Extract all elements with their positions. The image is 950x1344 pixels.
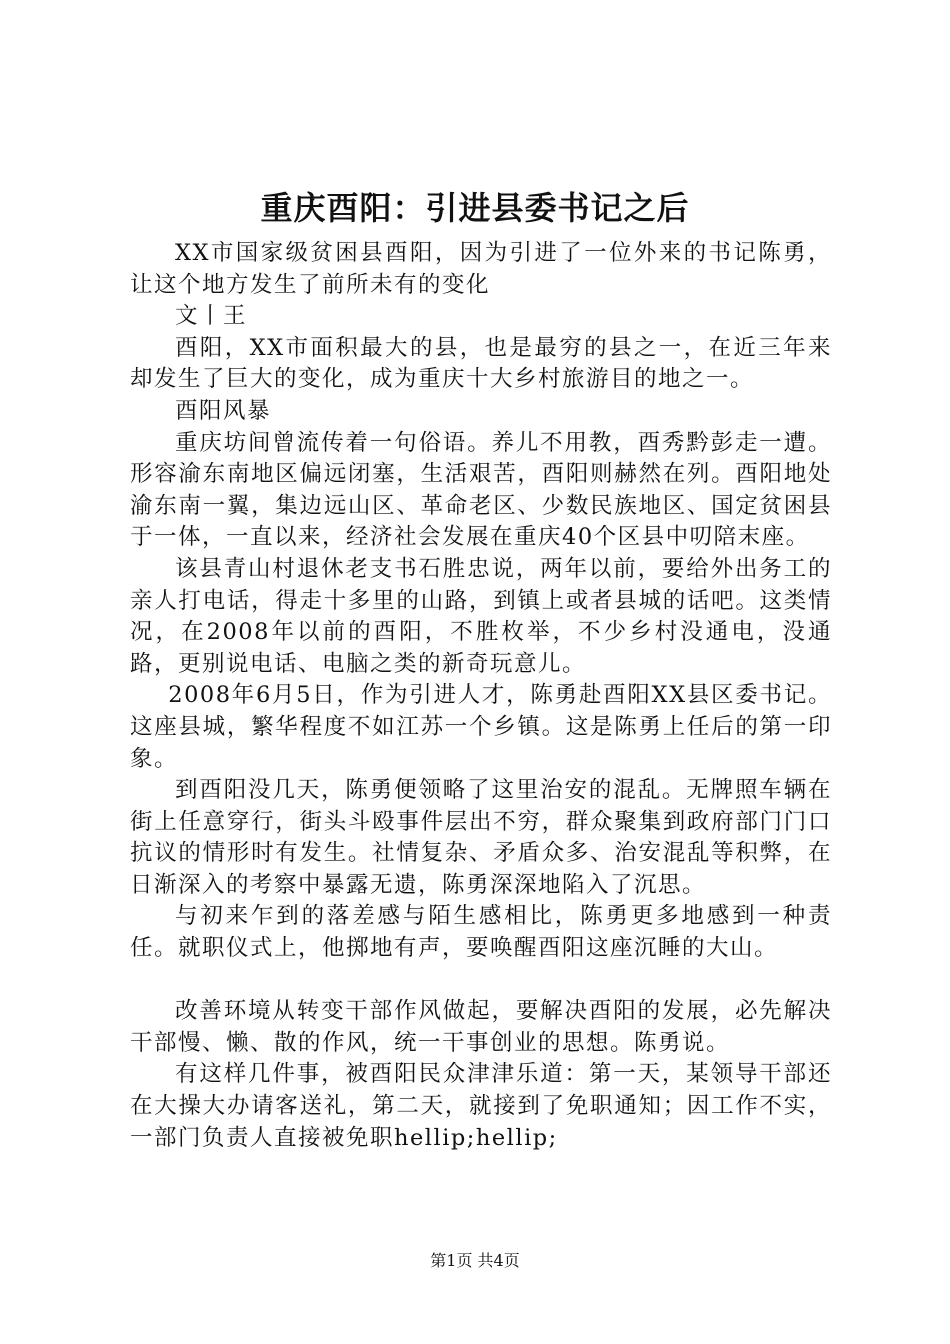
paragraph: 有这样几件事，被酉阳民众津津乐道：第一天，某领导干部还在大操大办请客送礼，第二天，就接到了免职通知；因工作不实，一部门负责人直接被免职hellip;hellip; bbox=[130, 1061, 832, 1151]
paragraph-lead: XX市国家级贫困县酉阳，因为引进了一位外来的书记陈勇，让这个地方发生了前所未有的变化 bbox=[130, 240, 832, 298]
paragraph: 该县青山村退休老支书石胜忠说，两年以前，要给外出务工的亲人打电话，得走十多里的山路，到镇上或者县城的话吧。这类情况，在2008年以前的酉阳，不胜枚举，不少乡村没通电，没通路，更别说电话、电脑之类的新奇玩意儿。 bbox=[130, 555, 832, 677]
paragraph: 与初来乍到的落差感与陌生感相比，陈勇更多地感到一种责任。就职仪式上，他掷地有声，要唤醒酉阳这座沉睡的大山。 bbox=[130, 903, 832, 962]
paragraph: 2008年6月5日，作为引进人才，陈勇赴酉阳XX县区委书记。这座县城，繁华程度不如江苏一个乡镇。这是陈勇上任后的第一印象。 bbox=[130, 682, 832, 772]
paragraph-byline: 文丨王 bbox=[175, 303, 248, 330]
page-footer: 第1页 共4页 bbox=[430, 1251, 520, 1270]
paragraph: 改善环境从转变干部作风做起，要解决酉阳的发展，必先解决干部慢、懒、散的作风，统一干事创业的思想。陈勇说。 bbox=[130, 998, 832, 1056]
section-heading: 酉阳风暴 bbox=[175, 397, 272, 424]
paragraph: 酉阳，XX市面积最大的县，也是最穷的县之一，在近三年来却发生了巨大的变化，成为重庆十大乡村旅游目的地之一。 bbox=[130, 334, 832, 393]
paragraph-blank bbox=[130, 965, 832, 997]
page-title: 重庆酉阳：引进县委书记之后 bbox=[260, 189, 690, 227]
article-body bbox=[130, 238, 832, 1154]
paragraph: 到酉阳没几天，陈勇便领略了这里治安的混乱。无牌照车辆在街上任意穿行，街头斗殴事件层出不穷，群众聚集到政府部门门口抗议的情形时有发生。社情复杂、矛盾众多、治安混乱等积弊，在日渐深入的考察中暴露无遗，陈勇深深地陷入了沉思。 bbox=[130, 777, 832, 898]
paragraph: 重庆坊间曾流传着一句俗语。养儿不用教，酉秀黔彭走一遭。形容渝东南地区偏远闭塞，生活艰苦，酉阳则赫然在列。酉阳地处渝东南一翼，集边远山区、革命老区、少数民族地区、国定贫困县于一体，一直以来，经济社会发展在重庆40个区县中叨陪末座。 bbox=[130, 429, 832, 551]
